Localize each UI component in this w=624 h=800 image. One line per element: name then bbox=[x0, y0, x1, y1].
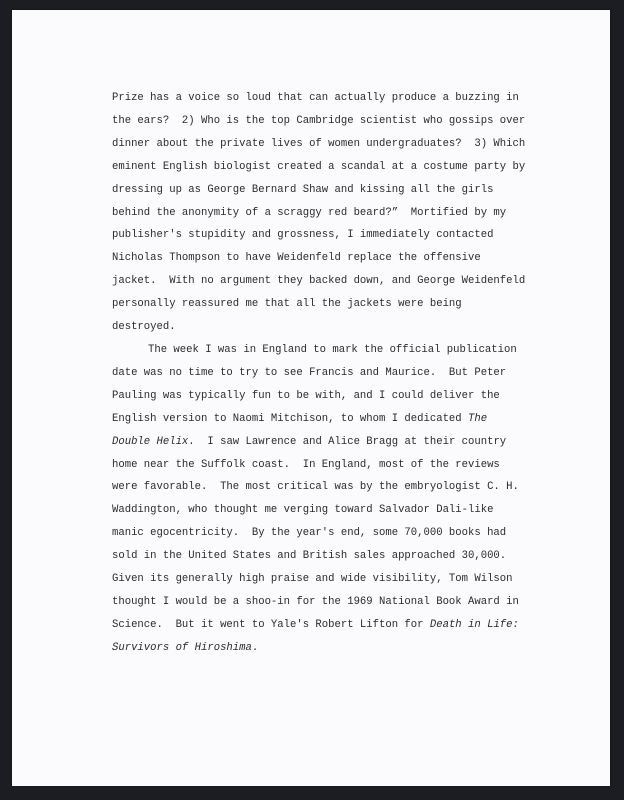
text-line: publisher's stupidity and grossness, I immediately contacted bbox=[112, 229, 494, 242]
text-line: jacket. With no argument they backed down, and George Weidenfeld bbox=[112, 275, 526, 288]
page-text bbox=[112, 87, 552, 660]
text-line: date was no time to try to see Francis and Maurice. But Peter bbox=[112, 366, 507, 379]
book-title-italic: Survivors of Hiroshima bbox=[112, 641, 252, 654]
text-segment: . I saw Lawrence and Alice Bragg at their country bbox=[188, 435, 507, 448]
text-line: Nicholas Thompson to have Weidenfeld replace the offensive bbox=[112, 252, 481, 265]
text-line: Pauling was typically fun to be with, and I could deliver the bbox=[112, 389, 500, 402]
text-segment: . bbox=[251, 641, 259, 654]
text-line: sold in the United States and British sales approached 30,000. bbox=[112, 550, 507, 563]
text-line: manic egocentricity. By the year's end, some 70,000 books had bbox=[112, 527, 507, 540]
manuscript-page bbox=[12, 10, 610, 786]
book-title-italic: The bbox=[468, 412, 488, 425]
text-line: thought I would be a shoo-in for the 1969 National Book Award in bbox=[112, 595, 519, 608]
text-line: destroyed. bbox=[112, 321, 176, 334]
text-segment: English version to Naomi Mitchison, to whom I dedicated bbox=[112, 412, 469, 425]
book-title-italic: Death in Life: bbox=[429, 618, 519, 631]
text-line: dinner about the private lives of women undergraduates? 3) Which bbox=[112, 137, 526, 150]
text-line: home near the Suffolk coast. In England, most of the reviews bbox=[112, 458, 500, 471]
text-line: Given its generally high praise and wide visibility, Tom Wilson bbox=[112, 573, 513, 586]
text-line: were favorable. The most critical was by the embryologist C. H. bbox=[112, 481, 519, 494]
text-segment: Science. But it went to Yale's Robert Lifton for bbox=[112, 618, 430, 631]
text-line: behind the anonymity of a scraggy red beard?” Mortified by my bbox=[112, 206, 507, 219]
text-line bbox=[112, 637, 552, 660]
text-line: dressing up as George Bernard Shaw and kissing all the girls bbox=[112, 183, 494, 196]
text-line bbox=[112, 431, 552, 454]
paragraph-1 bbox=[112, 87, 552, 339]
text-line bbox=[112, 408, 552, 431]
text-line: personally reassured me that all the jackets were being bbox=[112, 298, 462, 311]
text-line bbox=[112, 614, 552, 637]
book-title-italic: Double Helix bbox=[112, 435, 189, 448]
text-line: The week I was in England to mark the official publication bbox=[148, 343, 517, 356]
text-line: eminent English biologist created a scandal at a costume party by bbox=[112, 160, 526, 173]
text-line: Prize has a voice so loud that can actually produce a buzzing in bbox=[112, 92, 519, 104]
paragraph-2 bbox=[112, 339, 552, 660]
text-line: the ears? 2) Who is the top Cambridge scientist who gossips over bbox=[112, 114, 526, 127]
text-line: Waddington, who thought me verging toward Salvador Dali-like bbox=[112, 504, 494, 517]
